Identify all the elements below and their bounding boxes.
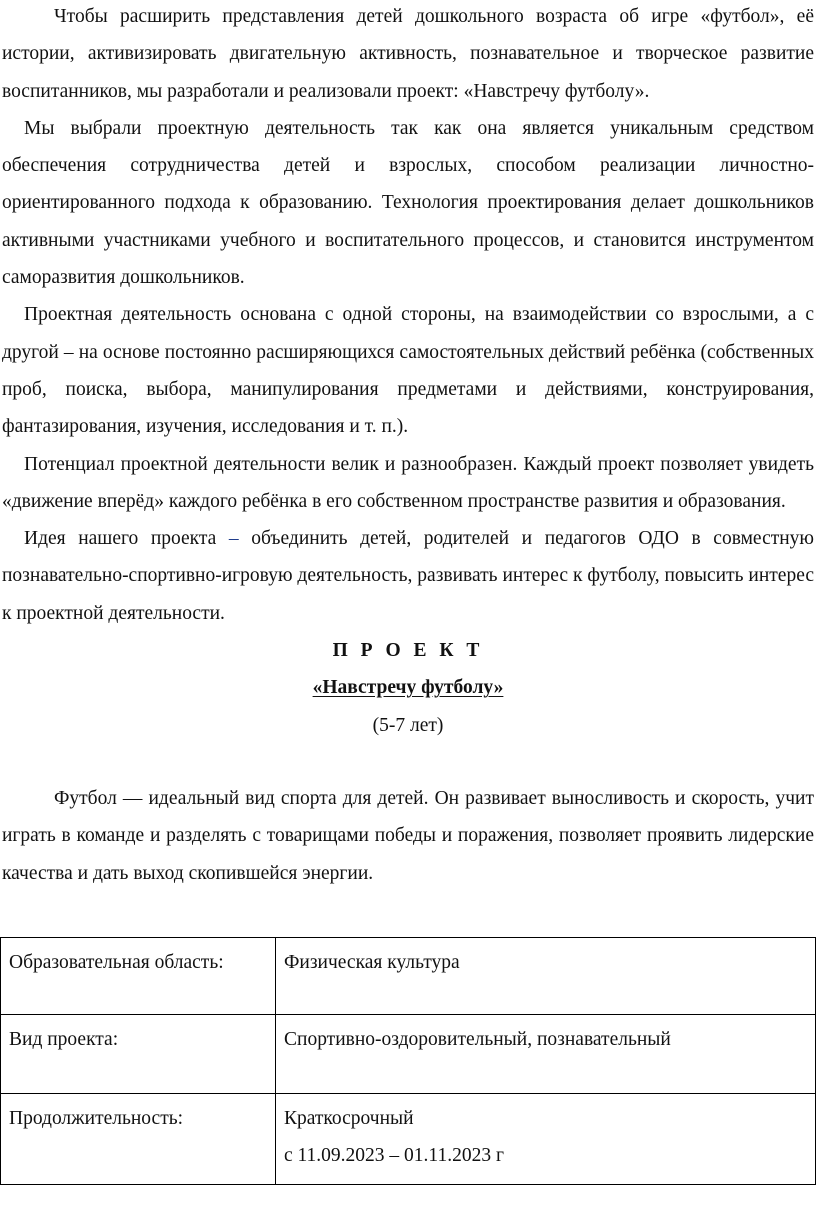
intro-paragraph-3: Проектная деятельность основана с одной стороны, на взаимодействии со взрослыми, а с другой – на основе постоянно расширяющихся самостоятельных действий ребёнка (собственных проб, поиска, выбора, манипулирования предметами и действиями, конструирования, фантазирования, изучения, исследования и т. п.). xyxy=(2,304,814,438)
football-paragraph: Футбол — идеальный вид спорта для детей. Он развивает выносливость и скорость, учит играть в команде и разделять с товарищами победы и поражения, позволяет проявить лидерские качества и дать выход скопившейся энергии. xyxy=(2,787,814,884)
table-cell-value xyxy=(276,1094,816,1185)
table-cell-value: Физическая культура xyxy=(276,938,816,1015)
idea-end: объединить детей, родителей и педагогов ОДО в совместную познавательно-спортивно-игровую деятельность, развивать интерес к футболу, повысить интерес к проектной деятельности. xyxy=(2,528,814,624)
intro-paragraph-1: Чтобы расширить представления детей дошкольного возраста об игре «футбол», её истории, активизировать двигательную активность, познавательное и творческое развитие воспитанников, мы разработали и реализовали проект: «Навстречу футболу». xyxy=(2,6,814,102)
intro-paragraph-2: Мы выбрали проектную деятельность так как она является уникальным средством обеспечения сотрудничества детей и взрослых, способом реализации личностно-ориентированного подхода к образованию. Технология проектирования делает дошкольников активными участниками учебного и воспитательного процессов, и становится инструментом саморазвития дошкольников. xyxy=(2,117,814,289)
project-name: «Навстречу футболу» xyxy=(312,677,504,699)
spacer xyxy=(2,744,814,780)
table-cell-value: Спортивно-оздоровительный, познавательный xyxy=(276,1015,816,1094)
idea-start: Идея нашего проекта xyxy=(24,528,229,550)
table-cell-label: Вид проекта: xyxy=(1,1015,276,1094)
table-cell-label: Продолжительность: xyxy=(1,1094,276,1185)
project-info-table xyxy=(0,937,816,1185)
duration-dates: с 11.09.2023 – 01.11.2023 г xyxy=(284,1145,504,1166)
table-row xyxy=(1,1094,816,1185)
project-label: П Р О Е К Т xyxy=(332,640,484,662)
table-row xyxy=(1,1015,816,1094)
table-row xyxy=(1,938,816,1015)
idea-paragraph xyxy=(2,520,814,632)
intro-paragraph-4: Потенциал проектной деятельности велик и разнообразен. Каждый проект позволяет увидеть «движение вперёд» каждого ребёнка в его собственном пространстве развития и образования. xyxy=(2,453,814,512)
idea-dash: – xyxy=(228,528,239,550)
project-age: (5-7 лет) xyxy=(372,714,444,736)
duration-type: Краткосрочный xyxy=(284,1108,414,1129)
table-cell-label: Образовательная область: xyxy=(1,938,276,1015)
